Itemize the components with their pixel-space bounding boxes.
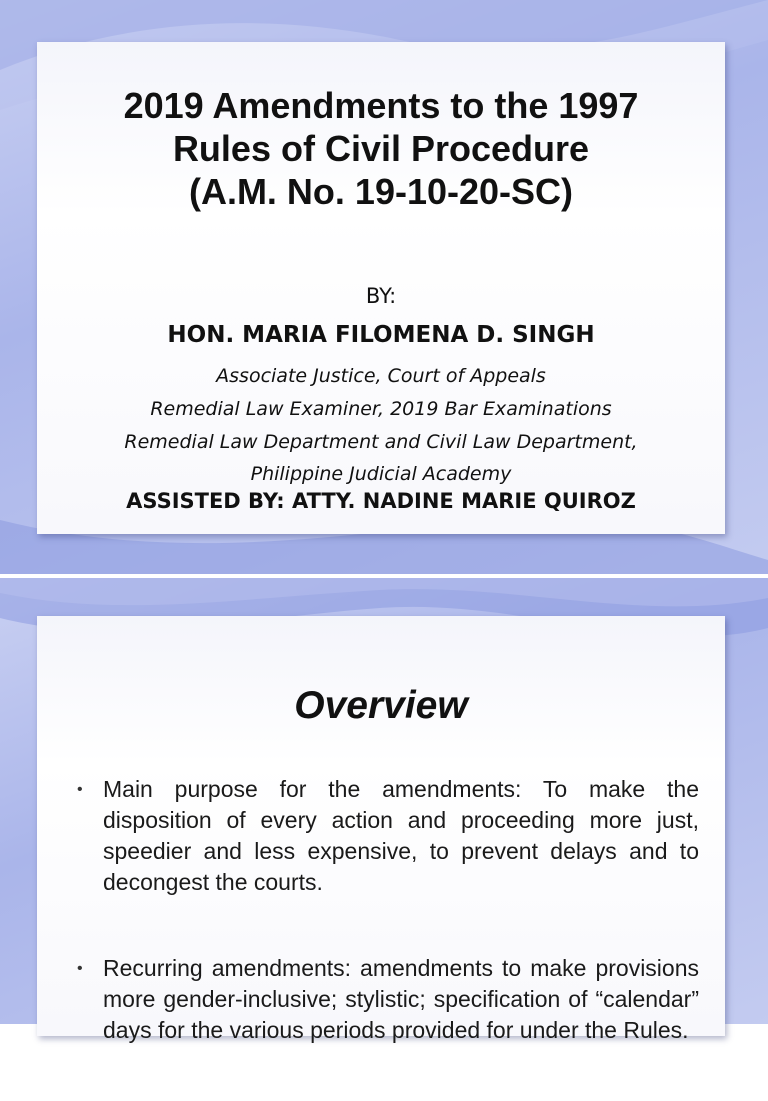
author-roles xyxy=(37,360,725,487)
author-role: Remedial Law Department and Civil Law Department, xyxy=(124,431,638,453)
by-label: BY: xyxy=(365,284,397,308)
assisted-by: ASSISTED BY: ATTY. NADINE MARIE QUIROZ xyxy=(126,489,636,513)
title-line: Rules of Civil Procedure xyxy=(172,128,590,169)
bullet-list xyxy=(77,774,699,1101)
author-role: Remedial Law Examiner, 2019 Bar Examinations xyxy=(150,398,612,420)
overview-title: Overview xyxy=(294,684,468,727)
author-name: HON. MARIA FILOMENA D. SINGH xyxy=(167,322,595,348)
overview-panel xyxy=(37,616,725,1043)
bullet-dot-icon: • xyxy=(77,960,83,977)
title-line: 2019 Amendments to the 1997 xyxy=(123,85,639,126)
bullet-dot-icon: • xyxy=(77,781,83,798)
bullet-text: Recurring amendments: amendments to make provisions more gender-inclusive; stylistic; specification of “calendar” days for the various periods provided for under the Rules. xyxy=(103,955,699,1043)
presentation-title xyxy=(37,84,725,213)
title-panel xyxy=(37,42,725,534)
author-role: Philippine Judicial Academy xyxy=(250,463,512,485)
bullet-item xyxy=(77,774,699,898)
author-role: Associate Justice, Court of Appeals xyxy=(216,365,546,387)
overview-slide xyxy=(0,578,768,1043)
title-line: (A.M. No. 19-10-20-SC) xyxy=(188,171,574,212)
bullet-item xyxy=(77,953,699,1046)
bullet-text: Main purpose for the amendments: To make the disposition of every action and proceeding more just, speedier and less expensive, to prevent delays and to decongest the courts. xyxy=(103,776,699,895)
